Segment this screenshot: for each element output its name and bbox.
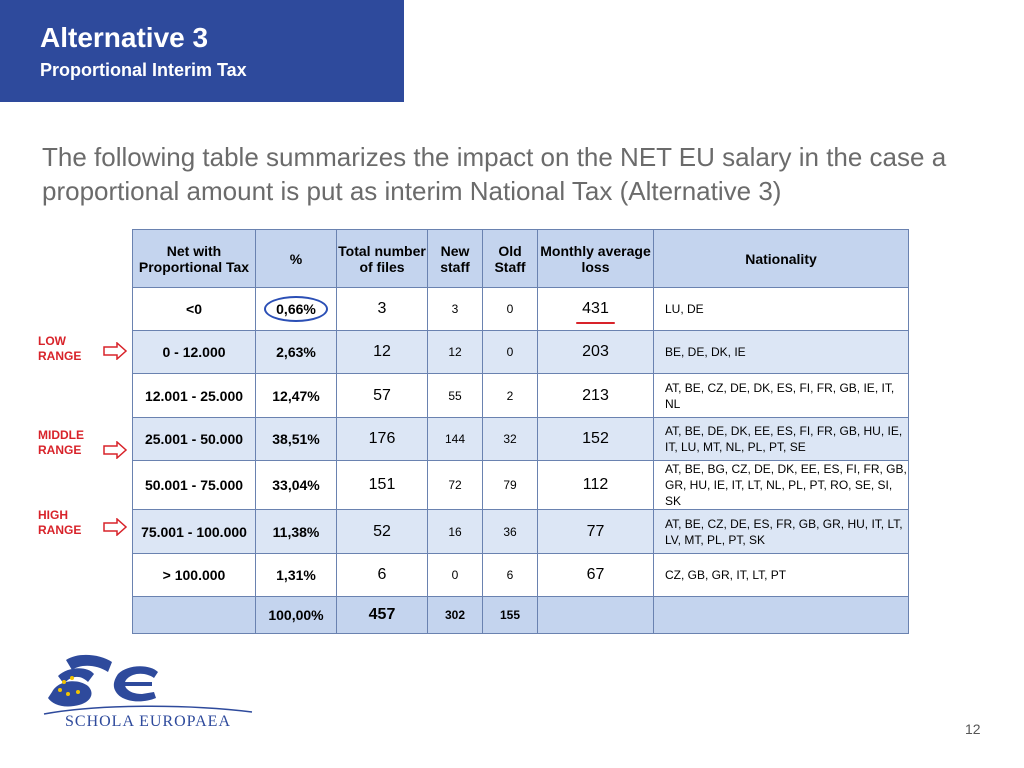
cell-nationality: AT, BE, CZ, DE, ES, FR, GB, GR, HU, IT, LT, LV, MT, PL, PT, SK	[654, 510, 909, 554]
cell-nationality: CZ, GB, GR, IT, LT, PT	[654, 554, 909, 597]
total-files: 457	[337, 597, 428, 634]
cell-percent: 2,63%	[256, 331, 337, 374]
header-net-with-tax: Net with Proportional Tax	[133, 230, 256, 288]
cell-old-staff: 79	[483, 461, 538, 510]
cell-range: <0	[133, 288, 256, 331]
table-row	[133, 331, 909, 374]
cell-loss: 203	[538, 331, 654, 374]
table-row	[133, 418, 909, 461]
table-row	[133, 554, 909, 597]
table-total-row	[133, 597, 909, 634]
table-row	[133, 288, 909, 331]
header-nationality: Nationality	[654, 230, 909, 288]
cell-loss: 67	[538, 554, 654, 597]
cell-old-staff: 36	[483, 510, 538, 554]
cell-files: 151	[337, 461, 428, 510]
slide-subtitle: Proportional Interim Tax	[40, 60, 247, 80]
header-old-staff: Old Staff	[483, 230, 538, 288]
total-loss	[538, 597, 654, 634]
total-new-staff: 302	[428, 597, 483, 634]
cell-range: 0 - 12.000	[133, 331, 256, 374]
cell-old-staff: 0	[483, 331, 538, 374]
page-number: 12	[965, 721, 981, 737]
table-row	[133, 510, 909, 554]
cell-files: 176	[337, 418, 428, 461]
cell-nationality: AT, BE, CZ, DE, DK, ES, FI, FR, GB, IE, IT, NL	[654, 374, 909, 418]
cell-loss: 112	[538, 461, 654, 510]
total-nationality	[654, 597, 909, 634]
cell-new-staff: 0	[428, 554, 483, 597]
cell-percent: 11,38%	[256, 510, 337, 554]
cell-loss: 152	[538, 418, 654, 461]
cell-range: 12.001 - 25.000	[133, 374, 256, 418]
arrow-right-icon	[103, 342, 127, 360]
high-range-label: HIGH RANGE	[38, 508, 82, 537]
header-percent: %	[256, 230, 337, 288]
schola-europaea-logo	[38, 652, 258, 732]
cell-loss: 77	[538, 510, 654, 554]
cell-new-staff: 144	[428, 418, 483, 461]
slide-title: Alternative 3	[40, 22, 209, 53]
cell-files: 52	[337, 510, 428, 554]
cell-old-staff: 6	[483, 554, 538, 597]
low-range-label: LOW RANGE	[38, 334, 82, 363]
header-new-staff: New staff	[428, 230, 483, 288]
cell-percent: 38,51%	[256, 418, 337, 461]
cell-new-staff: 3	[428, 288, 483, 331]
cell-nationality: LU, DE	[654, 288, 909, 331]
middle-range-label: MIDDLE RANGE	[38, 428, 84, 457]
cell-files: 3	[337, 288, 428, 331]
svg-text:SCHOLA EUROPAEA: SCHOLA EUROPAEA	[65, 713, 231, 730]
cell-nationality: AT, BE, DE, DK, EE, ES, FI, FR, GB, HU, IE, IT, LU, MT, NL, PL, PT, SE	[654, 418, 909, 461]
cell-percent-circled: 0,66%	[264, 296, 328, 322]
intro-paragraph: The following table summarizes the impact on the NET EU salary in the case a proportional amount is put as interim National Tax (Alternative 3)	[42, 142, 947, 206]
total-percent: 100,00%	[256, 597, 337, 634]
cell-new-staff: 16	[428, 510, 483, 554]
cell-nationality: BE, DE, DK, IE	[654, 331, 909, 374]
cell-nationality: AT, BE, BG, CZ, DE, DK, EE, ES, FI, FR, GB, GR, HU, IE, IT, LT, NL, PL, PT, RO, SE, SI, SK	[654, 461, 909, 510]
total-range	[133, 597, 256, 634]
cell-old-staff: 0	[483, 288, 538, 331]
cell-percent: 1,31%	[256, 554, 337, 597]
title-banner	[0, 0, 404, 102]
cell-old-staff: 2	[483, 374, 538, 418]
cell-percent: 12,47%	[256, 374, 337, 418]
cell-new-staff: 55	[428, 374, 483, 418]
cell-range: 25.001 - 50.000	[133, 418, 256, 461]
table-row	[133, 374, 909, 418]
cell-files: 6	[337, 554, 428, 597]
cell-range: 50.001 - 75.000	[133, 461, 256, 510]
arrow-right-icon	[103, 518, 127, 536]
header-total-files: Total number of files	[337, 230, 428, 288]
total-old-staff: 155	[483, 597, 538, 634]
cell-loss-underlined: 431	[578, 300, 613, 318]
cell-range: 75.001 - 100.000	[133, 510, 256, 554]
cell-new-staff: 72	[428, 461, 483, 510]
cell-new-staff: 12	[428, 331, 483, 374]
cell-loss: 213	[538, 374, 654, 418]
cell-range: > 100.000	[133, 554, 256, 597]
arrow-right-icon	[103, 441, 127, 459]
table-row	[133, 461, 909, 510]
impact-table	[132, 229, 909, 634]
table-header-row	[133, 230, 909, 288]
cell-files: 12	[337, 331, 428, 374]
header-monthly-loss: Monthly average loss	[538, 230, 654, 288]
cell-percent: 33,04%	[256, 461, 337, 510]
cell-files: 57	[337, 374, 428, 418]
cell-old-staff: 32	[483, 418, 538, 461]
